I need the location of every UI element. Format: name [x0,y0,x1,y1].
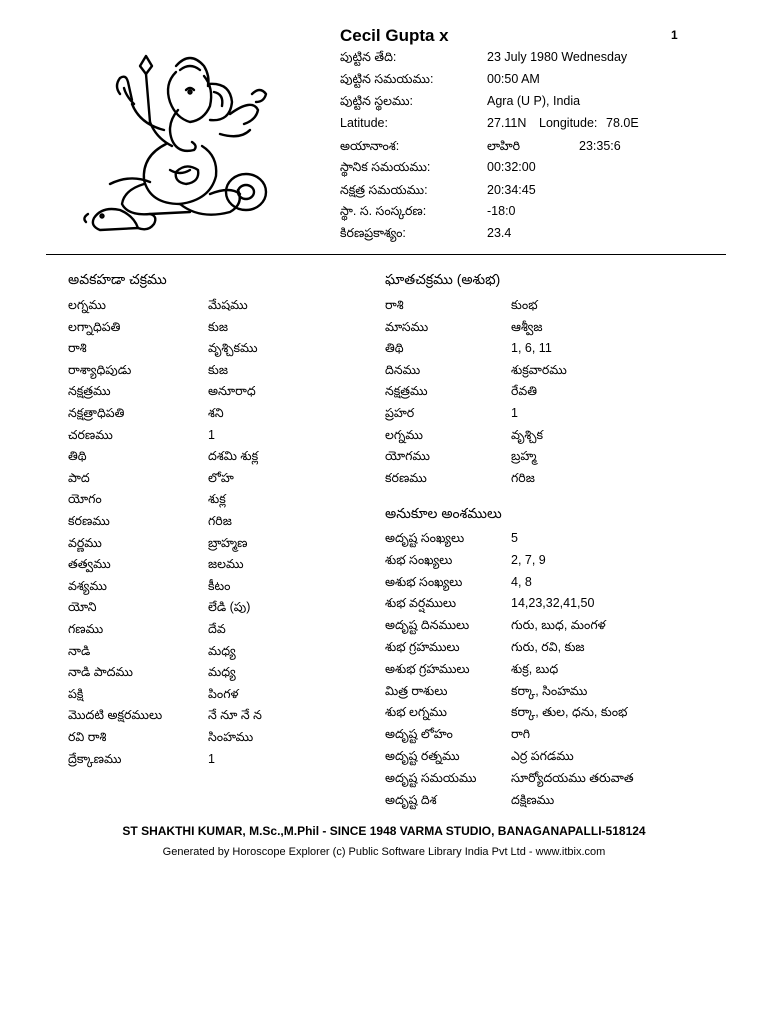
row-label: కరణము [385,470,427,485]
row-label: శుభ వర్షములు [385,596,457,611]
row-label: అదృష్ట దిశ [385,792,437,807]
row-value: సూర్యోదయము తరువాత [511,770,634,785]
longitude-label: Longitude: [539,116,598,130]
row-value: 2, 7, 9 [511,552,546,567]
row-label: అదృష్ట సమయము [385,770,477,785]
info-label: కిరణప్రకాశ్యం: [340,226,406,240]
ganesha-logo-icon [80,44,280,240]
row-value: మేషము [208,298,248,312]
row-label: నాడి పాదము [68,665,133,680]
row-label: లగ్నాధిపతి [68,319,121,334]
row-value: 1 [208,427,215,442]
row-value: కీటం [208,578,231,593]
row-label: అశుభ గ్రహములు [385,661,470,676]
info-label: పుట్టిన స్థలము: [340,94,414,108]
row-value: 1, 6, 11 [511,341,552,356]
row-value: కుజ [208,319,228,334]
row-label: వశ్యము [68,578,107,593]
row-value: బ్రాహ్మణ [208,535,248,550]
row-value: 5 [511,531,518,545]
row-label: అదృష్ట రత్నము [385,749,460,763]
row-label: ద్రేక్కాణము [68,751,122,766]
row-value: దక్షిణము [511,792,555,807]
row-label: యోగం [68,492,102,507]
row-label: నాడి [68,643,91,658]
row-label: తిథి [68,449,87,464]
row-value: జలము [208,557,244,572]
row-label: పక్షి [68,686,84,701]
row-value: దశమి శుక్ల [208,449,259,464]
row-label: అదృష్ట దినములు [385,618,470,633]
row-label: లగ్నము [385,427,423,442]
page-number: 1 [671,28,678,42]
info-label: పుట్టిన సమయము: [340,72,434,86]
row-value: 1 [511,406,518,420]
row-label: నక్షత్రము [385,384,428,399]
row-label: రాశ్యాధిపుడు [68,362,132,377]
row-label: శుభ సంఖ్యలు [385,552,453,567]
info-value: -18:0 [487,204,516,218]
row-value: లోహ [208,470,234,485]
row-label: ప్రహర [385,406,415,420]
row-label: దినము [385,362,421,377]
row-label: నక్షత్రాధిపతి [68,406,125,420]
row-value: అనూరాధ [208,384,256,399]
row-value: 14,23,32,41,50 [511,596,595,611]
row-label: నక్షత్రము [68,384,111,399]
row-label: రాశి [385,298,404,312]
row-value: గరిజ [208,514,232,528]
row-label: అదృష్ట లోహం [385,727,453,742]
row-value: మధ్య [208,665,236,680]
row-value: కర్కా, సింహము [511,683,588,698]
row-label: మాసము [385,319,429,334]
info-label: నక్షత్ర సమయము: [340,183,428,197]
info-label: పుట్టిన తేది: [340,50,397,64]
row-value: సింహము [208,730,254,744]
row-value: మధ్య [208,643,236,658]
latitude-label: Latitude: [340,116,388,130]
row-label: అశుభ సంఖ్యలు [385,574,463,589]
row-value: 1 [208,751,215,766]
row-label: రవి రాశి [68,730,107,744]
row-value: బ్రహ్మ [511,449,537,464]
row-value: లేడి (పు) [208,600,251,615]
row-label: యోని [68,600,97,615]
row-value: పింగళ [208,686,239,701]
row-label: తిథి [385,341,404,356]
latitude-value: 27.11N [487,116,527,130]
ghata-chakra-title: ఘాతచక్రము (అశుభ) [385,271,501,287]
row-value: కుజ [208,362,228,377]
info-value: 23.4 [487,226,512,240]
info-label: అయానాంశ: [340,139,400,153]
row-value: ఆశ్వీజ [511,319,543,334]
row-value: ఎర్ర పగడము [511,749,574,763]
row-label: అదృష్ట సంఖ్యలు [385,531,465,545]
header-divider [46,254,726,255]
info-value: Agra (U P), India [487,94,581,108]
row-value: కుంభ [511,298,538,312]
row-value: రేవతి [511,384,538,399]
row-label: లగ్నము [68,298,106,312]
avakahada-title: అవకహడా చక్రము [68,271,167,287]
row-value: శుక్ల [208,492,226,507]
info-value: 23 July 1980 Wednesday [487,50,628,64]
row-value: శుక్ర, బుధ [511,661,559,676]
info-value: లాహిరి [487,139,521,153]
footer-generator: Generated by Horoscope Explorer (c) Public Software Library India Pvt Ltd - www.itbix.com [162,846,606,858]
row-value: కర్కా, తుల, ధను, కుంభ [511,705,628,720]
info-value: 00:32:00 [487,160,536,174]
row-value: గరిజ [511,470,535,485]
favourable-points-title: అనుకూల అంశములు [385,505,502,521]
row-value: వృశ్చిక [511,427,543,442]
row-label: యోగము [385,449,430,464]
info-value: 00:50 AM [487,72,540,86]
info-label: స్థా. స. సంస్కరణ: [340,204,427,218]
row-value: నే నూ నే న [208,708,262,723]
row-label: శుభ గ్రహములు [385,640,460,654]
row-label: పాద [68,470,90,485]
row-value: గురు, బుధ, మంగళ [511,618,606,633]
info-value: 20:34:45 [487,183,536,197]
info-label: స్థానిక సమయము: [340,160,431,174]
row-value: 4, 8 [511,574,532,589]
row-label: వర్ణము [68,535,102,550]
row-label: చరణము [68,427,113,442]
row-label: శుభ లగ్నము [385,705,447,720]
ayanamsa-value: 23:35:6 [579,139,621,153]
row-value: వృశ్చికము [208,341,258,356]
row-label: రాశి [68,341,87,356]
row-label: మొదటి అక్షరములు [68,708,163,723]
row-value: గురు, రవి, కుజ [511,640,585,654]
row-label: గణము [68,622,104,636]
person-name: Cecil Gupta x [340,26,449,45]
row-value: శని [208,406,224,420]
row-label: కరణము [68,514,110,528]
row-value: రాగి [511,727,531,742]
row-value: శుక్రవారము [511,362,567,377]
row-label: మిత్ర రాశులు [385,683,448,698]
footer-author: ST SHAKTHI KUMAR, M.Sc.,M.Phil - SINCE 1948 VARMA STUDIO, BANAGANAPALLI-518124 [122,824,646,838]
row-value: దేవ [208,622,226,636]
row-label: తత్వము [68,557,111,572]
longitude-value: 78.0E [606,116,639,130]
